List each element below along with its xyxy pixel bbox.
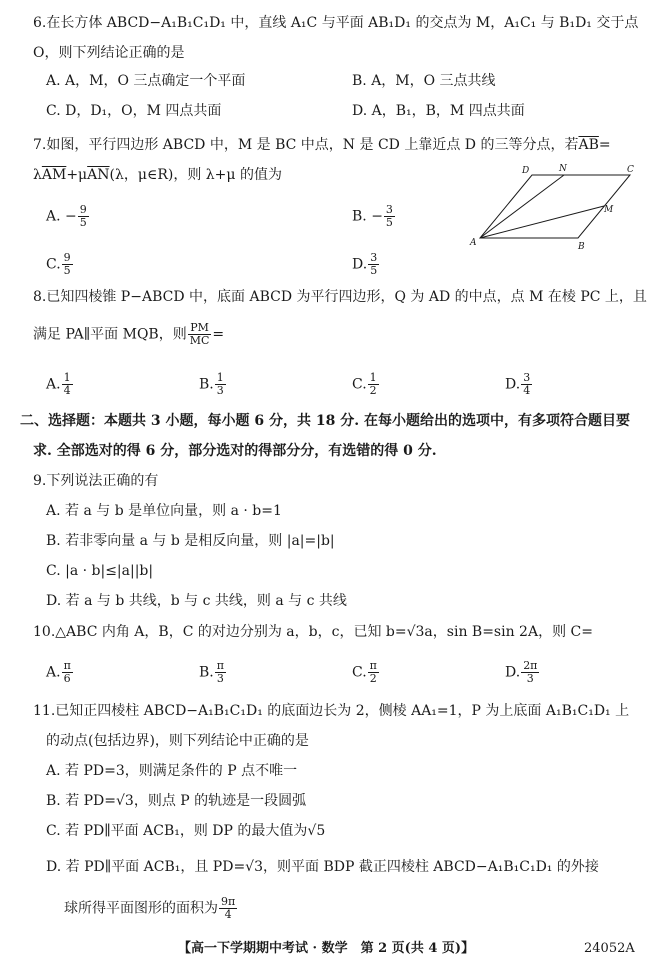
q11-option-d-line1: D. 若 PD∥平面 ACB₁，且 PD=√3，则平面 BDP 截正四棱柱 ABCD−A₁B₁C₁D₁ 的外接 xyxy=(46,859,599,875)
q8-option-d xyxy=(505,372,533,397)
q7-stem-text: 7.如图，平行四边形 ABCD 中，M 是 BC 中点，N 是 CD 上靠近点 D 的三等分点，若 xyxy=(33,137,579,153)
q7-option-a xyxy=(46,204,90,229)
q7-d-num: 3 xyxy=(370,251,378,264)
q10-option-a-fraction xyxy=(62,660,73,685)
q7-option-b xyxy=(352,204,396,229)
q8-ratio-fraction xyxy=(188,322,212,347)
q7-option-a-fraction xyxy=(78,204,89,229)
q6-stem-line2: O，则下列结论正确的是 xyxy=(33,45,185,61)
section2-heading-line1: 二、选择题：本题共 3 小题，每小题 6 分，共 18 分. 在每小题给出的选项中，有多项符合题目要 xyxy=(20,413,630,429)
q7-b-den: 5 xyxy=(385,216,393,229)
paper-code: 24052A xyxy=(584,941,635,956)
q8-option-d-fraction xyxy=(521,372,532,397)
q11-stem-line1: 11.已知正四棱柱 ABCD−A₁B₁C₁D₁ 的底面边长为 2，侧棱 AA₁=1，P 为上底面 A₁B₁C₁D₁ 上 xyxy=(33,703,630,719)
q8-c-num: 1 xyxy=(369,371,377,384)
q8-option-d-label: D. xyxy=(505,376,521,393)
q10-c-num: π xyxy=(369,659,377,672)
q10-a-den: 6 xyxy=(63,672,71,685)
section2-heading-line2: 求. 全部选对的得 6 分，部分选对的得部分分，有选错的得 0 分. xyxy=(33,443,437,459)
q7-a-den: 5 xyxy=(79,216,87,229)
q9-option-d: D. 若 a 与 b 共线，b 与 c 共线，则 a 与 c 共线 xyxy=(46,593,347,609)
q11-d-den: 4 xyxy=(224,908,232,921)
q11-option-c: C. 若 PD∥平面 ACB₁，则 DP 的最大值为√5 xyxy=(46,823,326,839)
label-n: N xyxy=(559,164,567,174)
q10-option-b-label: B. xyxy=(199,664,214,681)
q10-option-c-label: C. xyxy=(352,664,367,681)
q8-option-b-fraction xyxy=(215,372,226,397)
q8-b-den: 3 xyxy=(216,384,224,397)
q7-plus-mu: +μ xyxy=(66,167,88,183)
label-b: B xyxy=(578,242,585,252)
q7-b-num: 3 xyxy=(385,203,393,216)
q8-option-c xyxy=(352,372,380,397)
q8-a-num: 1 xyxy=(63,371,71,384)
q6-option-b: B. A，M，O 三点共线 xyxy=(352,73,496,89)
q7-c-num: 9 xyxy=(63,251,71,264)
q7-option-c-label: C. xyxy=(46,256,61,273)
q7-option-b-label: B. − xyxy=(352,208,383,225)
label-d: D xyxy=(522,166,530,176)
q8-d-den: 4 xyxy=(523,384,531,397)
q10-option-c-fraction xyxy=(368,660,379,685)
q8-option-a-fraction xyxy=(62,372,73,397)
q10-c-den: 2 xyxy=(369,672,377,685)
q10-option-d-fraction xyxy=(521,660,539,685)
q10-a-num: π xyxy=(63,659,71,672)
q8-ratio-den: MC xyxy=(189,334,210,347)
q7-option-d-label: D. xyxy=(352,256,368,273)
q10-d-den: 3 xyxy=(526,672,534,685)
q8-c-den: 2 xyxy=(369,384,377,397)
q8-option-b-label: B. xyxy=(199,376,214,393)
q10-d-num: 2π xyxy=(523,659,538,672)
q7-option-c xyxy=(46,252,74,277)
q6-option-c: C. D，D₁，O，M 四点共面 xyxy=(46,103,222,119)
label-m: M xyxy=(604,205,614,215)
q8-option-b xyxy=(199,372,227,397)
page-footer: 【高一下学期期中考试 · 数学 第 2 页(共 4 页)】 xyxy=(178,941,475,956)
vector-an: $\overline{AN}$ xyxy=(87,167,110,183)
q11-stem-line2: 的动点(包括边界)，则下列结论中正确的是 xyxy=(46,733,309,749)
vector-am: $\overline{AM}$ xyxy=(41,167,67,183)
q8-ratio-num: PM xyxy=(188,322,212,335)
q10-b-den: 3 xyxy=(216,672,224,685)
q8-option-a xyxy=(46,372,74,397)
q7-stem-line1 xyxy=(33,136,611,154)
q10-stem: 10.△ABC 内角 A，B，C 的对边分别为 a，b，c，已知 b=√3a，sin B=sin 2A，则 C= xyxy=(33,624,593,640)
q7-option-a-label: A. − xyxy=(46,208,77,225)
q7-option-c-fraction xyxy=(62,252,73,277)
q9-option-a: A. 若 a 与 b 是单位向量，则 a · b=1 xyxy=(46,503,282,519)
vector-ab: $\overline{AB}$ xyxy=(578,137,599,153)
q10-option-a-label: A. xyxy=(46,664,61,681)
q8-equals: = xyxy=(212,326,225,343)
q9-stem: 9.下列说法正确的有 xyxy=(33,473,159,489)
q7-option-b-fraction xyxy=(384,204,395,229)
q8-option-c-fraction xyxy=(368,372,379,397)
q10-option-a xyxy=(46,660,74,685)
q10-option-d xyxy=(505,660,540,685)
q7-parallelogram-figure xyxy=(468,160,638,252)
q10-b-num: π xyxy=(216,659,224,672)
q7-stem-tail: (λ，μ∈R)，则 λ+μ 的值为 xyxy=(109,167,282,183)
q8-stem-text: 满足 PA∥平面 MQB，则 xyxy=(33,326,187,343)
segment-am xyxy=(480,206,604,238)
q8-option-a-label: A. xyxy=(46,376,61,393)
q11-d-fraction xyxy=(219,896,237,921)
q8-b-num: 1 xyxy=(216,371,224,384)
q9-option-c: C. |a · b|≤|a||b| xyxy=(46,563,154,579)
q9-option-b: B. 若非零向量 a 与 b 是相反向量，则 |a|=|b| xyxy=(46,533,335,549)
q11-option-a: A. 若 PD=3，则满足条件的 P 点不唯一 xyxy=(46,763,298,779)
q8-a-den: 4 xyxy=(63,384,71,397)
q6-option-d: D. A，B₁，B，M 四点共面 xyxy=(352,103,525,119)
q11-d-text: 球所得平面图形的面积为 xyxy=(64,900,218,917)
q10-option-b-fraction xyxy=(215,660,226,685)
q11-option-d-line2 xyxy=(64,896,238,921)
q6-option-a: A. A，M，O 三点确定一个平面 xyxy=(46,73,246,89)
q7-d-den: 5 xyxy=(370,264,378,277)
q8-option-c-label: C. xyxy=(352,376,367,393)
q10-option-d-label: D. xyxy=(505,664,521,681)
q11-option-b: B. 若 PD=√3，则点 P 的轨迹是一段圆弧 xyxy=(46,793,307,809)
q7-equals: = xyxy=(598,137,611,153)
q7-option-d xyxy=(352,252,380,277)
q7-lambda: λ xyxy=(33,167,42,183)
q7-stem-line2 xyxy=(33,166,282,184)
q10-option-b xyxy=(199,660,227,685)
q7-a-num: 9 xyxy=(79,203,87,216)
q6-stem-line1: 6.在长方体 ABCD−A₁B₁C₁D₁ 中，直线 A₁C 与平面 AB₁D₁ 的交点为 M，A₁C₁ 与 B₁D₁ 交于点 xyxy=(33,15,639,31)
q7-option-d-fraction xyxy=(368,252,379,277)
q10-option-c xyxy=(352,660,380,685)
label-c: C xyxy=(627,165,634,175)
q8-stem-line1: 8.已知四棱锥 P−ABCD 中，底面 ABCD 为平行四边形，Q 为 AD 的中点，点 M 在棱 PC 上，且 xyxy=(33,289,647,305)
q11-d-num: 9π xyxy=(221,895,236,908)
segment-an xyxy=(480,175,564,238)
q7-c-den: 5 xyxy=(63,264,71,277)
q8-stem-line2 xyxy=(33,322,224,347)
label-a: A xyxy=(470,238,477,248)
q8-d-num: 3 xyxy=(523,371,531,384)
